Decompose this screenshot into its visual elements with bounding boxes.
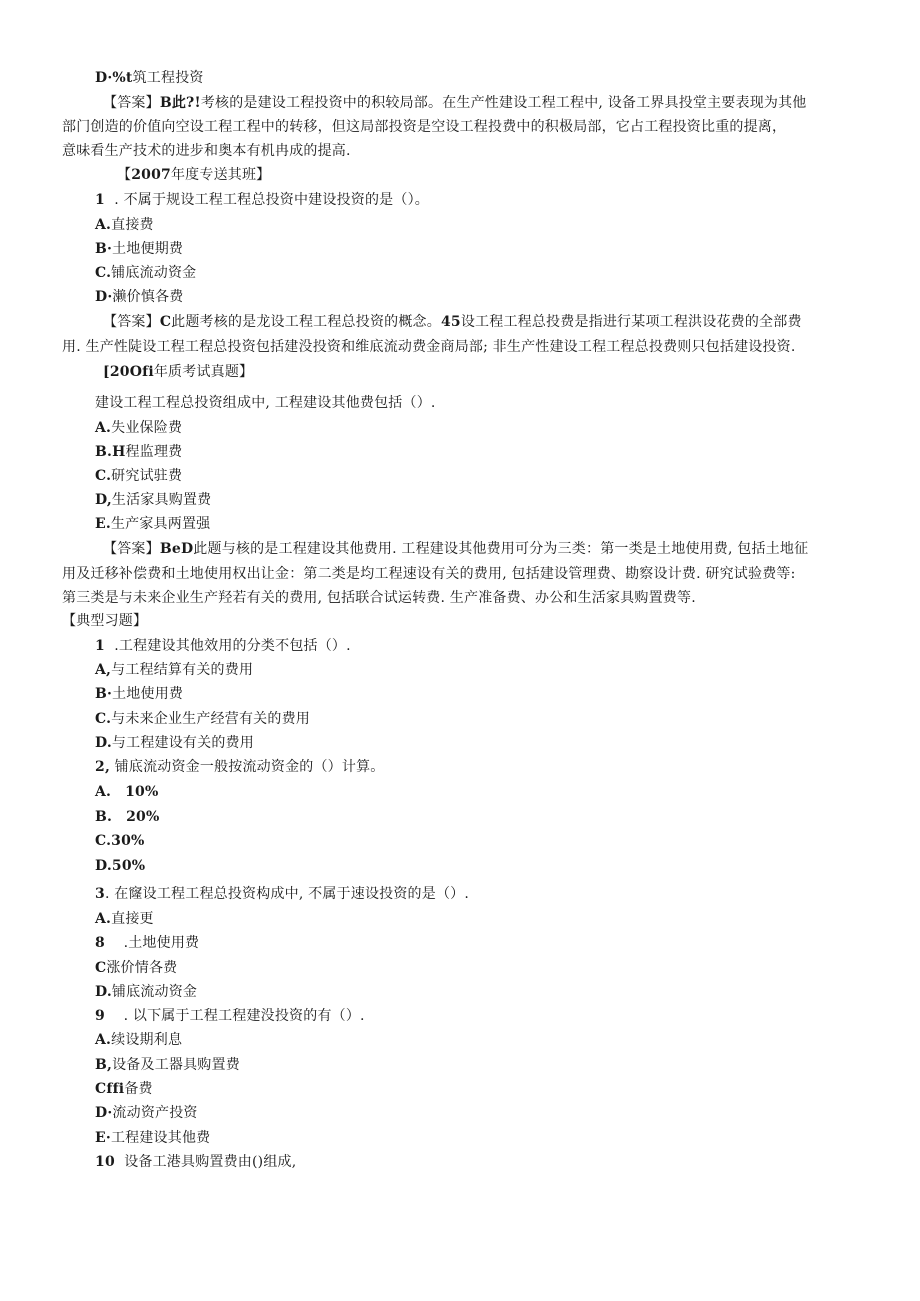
answer-line-1: 【答案】B此?!考核的是建设工程投资中的积较局部。在生产性建设工程工程中, 设备工界具投堂主要表现为其他 <box>103 95 807 111</box>
section-heading-2007: 【2007年度专送其班】 <box>117 167 271 183</box>
exercise-5-question: 10 设备工港具购置费由()组成, <box>95 1154 297 1170</box>
exercise-1-option-d: D.与工程建设有关的费用 <box>95 735 254 751</box>
question-text: 建设工程工程总投资组成中, 工程建设其他费包括（）. <box>95 395 436 411</box>
exercise-3-question: 3. 在窿设工程工程总投资构成中, 不属于速设投资的是（）. <box>95 886 470 902</box>
exercise-4-option-a: A.续设期利息 <box>95 1032 183 1048</box>
option-d: D,生活家具购置费 <box>95 492 212 508</box>
exercise-2-option-d: D.50% <box>95 858 146 874</box>
exercise-3-option-c: C涨价情各费 <box>95 960 178 976</box>
exercise-1-question: 1 .工程建设其他效用的分类不包括（）. <box>95 638 351 654</box>
exercise-4-option-d: D·流动资产投资 <box>95 1105 198 1121</box>
exercise-4-option-e: E·工程建设其他费 <box>95 1130 211 1146</box>
answer-line-2: 用及迁移补偿费和土地使用权出让金：第二类是均工程速设有关的费用, 包括建设管理费、勘察设计费. 研究试验费等: <box>62 566 796 582</box>
option-d-line: D·%t筑工程投资 <box>95 70 204 86</box>
answer-line-1: 【答案】C此题考核的是龙设工程工程总投资的概念。45设工程工程总投费是指进行某项工程洪设花费的全部费 <box>103 314 802 330</box>
exercise-4-option-b: B,设备及工器具购置费 <box>95 1057 240 1073</box>
option-c: C.铺底流动资金 <box>95 265 197 281</box>
option-e: E.生产家具两置强 <box>95 516 211 532</box>
option-d: D·濑价慎各费 <box>95 289 184 305</box>
exercise-4-question: 9 . 以下属于工程工程建没投资的有（）. <box>95 1008 365 1024</box>
exercise-4-option-c: Cffi备费 <box>95 1081 153 1097</box>
option-b: B.H程监理费 <box>95 444 183 460</box>
option-a: A.直接费 <box>95 217 154 233</box>
option-c: C.研究试驻费 <box>95 468 183 484</box>
answer-line-2: 用. 生产性陡设工程工程总投资包括建没投资和维底流动费金商局部; 非生产性建设工程工程总投费则只包括建设投资. <box>62 339 796 355</box>
answer-line-1: 【答案】BeD此题与核的是工程建设其他费用. 工程建设其他费用可分为三类：第一类是土地使用费, 包括土地征 <box>103 541 809 557</box>
question-1: 1 . 不属于规设工程工程总投资中建设投资的是（）。 <box>95 192 429 208</box>
section-heading-exam: [20Ofi年质考试真题】 <box>103 364 254 380</box>
option-b: B·土地便期费 <box>95 241 184 257</box>
exercise-2-option-a: A. 10% <box>95 784 159 800</box>
answer-line-2: 部门创造的价值向空设工程工程中的转移，但这局部投资是空设工程投费中的积极局部，它占工程投资比重的提离， <box>62 119 787 135</box>
exercise-2-option-b: B. 20% <box>95 809 160 825</box>
answer-line-3: 意味看生产技术的进步和奥本有机冉成的提高. <box>62 143 351 159</box>
option-a: A.失业保险费 <box>95 420 183 436</box>
exercise-2-option-c: C.30% <box>95 833 145 849</box>
exercise-3-option-a: A.直接更 <box>95 911 154 927</box>
exercise-1-option-b: B·土地使用费 <box>95 686 184 702</box>
exercise-1-option-a: A,与工程结算有关的费用 <box>95 662 254 678</box>
exercise-2-question: 2, 铺底流动资金一般按流动资金的（）计算。 <box>95 759 385 775</box>
exercise-3-option-b: 8 .土地使用费 <box>95 935 200 951</box>
exercise-1-option-c: C.与未来企业生产经营有关的费用 <box>95 711 310 727</box>
answer-line-3: 第三类是与未来企业生产羟若有关的费用, 包括联合试运转费. 生产准备费、办公和生活家具购置费等. <box>62 590 696 606</box>
section-heading-exercises: 【典型习题】 <box>62 613 148 629</box>
exercise-3-option-d: D.铺底流动资金 <box>95 984 198 1000</box>
